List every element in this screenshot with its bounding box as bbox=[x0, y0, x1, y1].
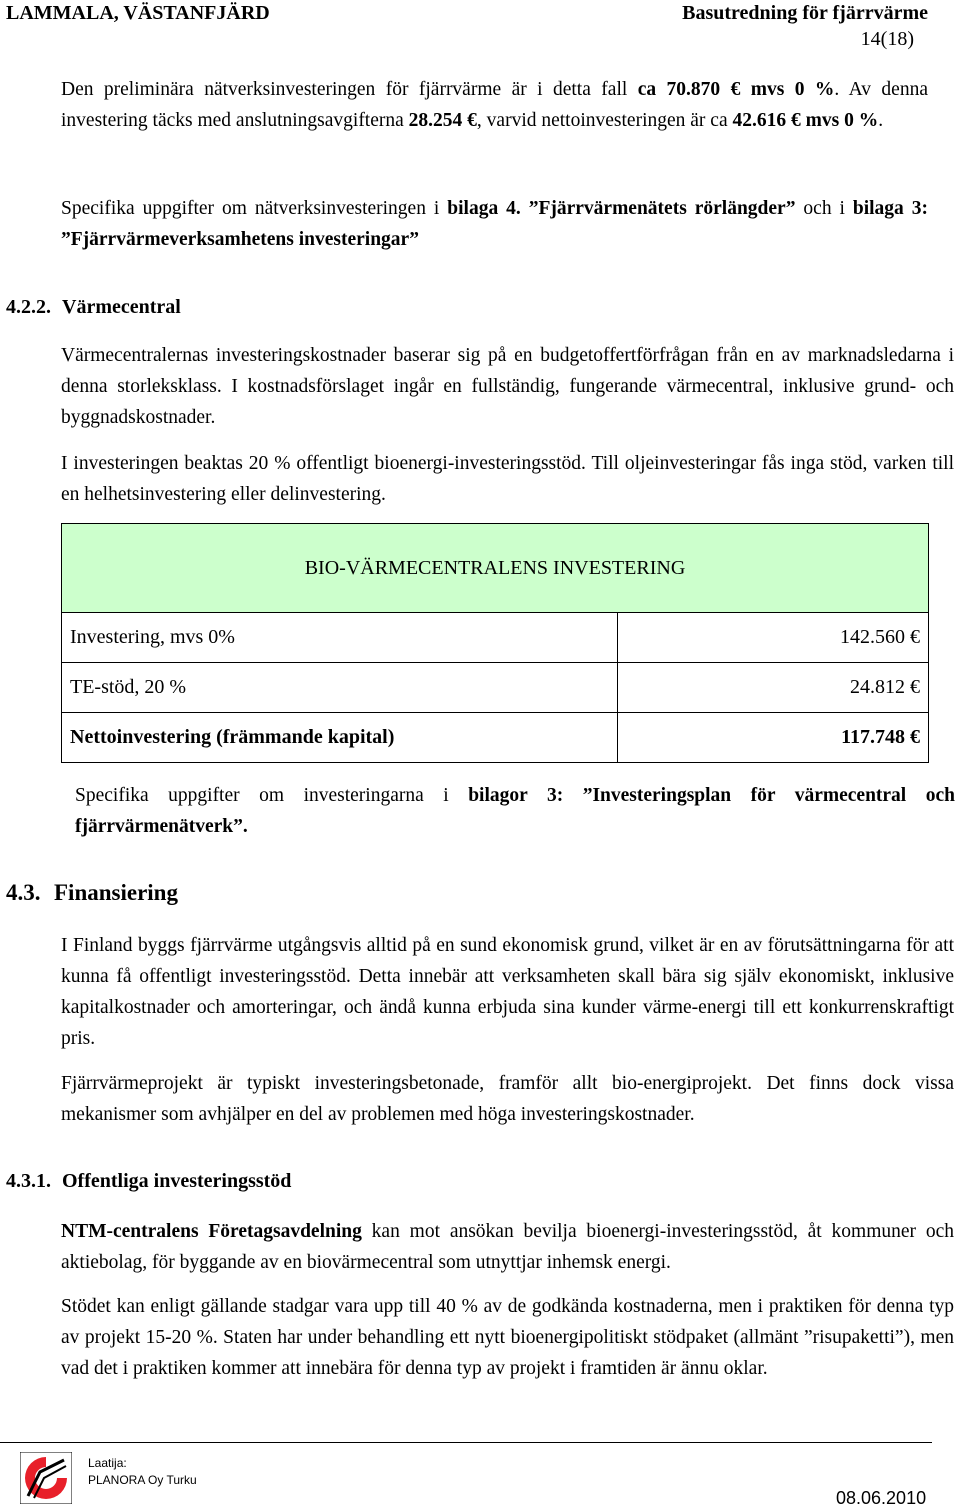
sec431-paragraph-1: NTM-centralens Företagsavdelning kan mot ansökan bevilja bioenergi-investeringsstöd, åt kommuner och aktiebolag, för byggande av en biovärmecentral som utnyttjar inhemsk energi. bbox=[61, 1221, 955, 1273]
page-number: 14(18) bbox=[860, 28, 914, 50]
row-label: Nettoinvestering (främmande kapital) bbox=[62, 713, 618, 763]
intro-paragraph-2: Specifika uppgifter om nätverksinvesteringen i bilaga 4. ”Fjärrvärmenätets rörlängder” och i bilaga 3: ”Fjärrvärmeverksamhetens investeringar” bbox=[61, 198, 928, 250]
sec422-paragraph-2: I investeringen beaktas 20 % offentligt bioenergi-investeringsstöd. Till oljeinvesteringar fås inga stöd, varken till en helhetsinvestering eller delinvestering. bbox=[61, 453, 954, 505]
row-label: Investering, mvs 0% bbox=[62, 613, 618, 663]
header-left: LAMMALA, VÄSTANFJÄRD bbox=[6, 2, 270, 24]
sec422-paragraph-1: Värmecentralernas investeringskostnader baserar sig på en budgetoffertförfrågan från en av marknadsledarna i denna storleksklass. I kostnadsförslaget ingår en fullständig, fungerande värmecentral, inklusive grund- och byggnadskostnader. bbox=[61, 345, 954, 428]
table-row bbox=[62, 613, 929, 663]
investment-table bbox=[61, 523, 929, 763]
row-value: 142.560 € bbox=[618, 613, 929, 663]
sec431-paragraph-2: Stödet kan enligt gällande stadgar vara upp till 40 % av de godkända kostnaderna, men i praktiken för denna typ av projekt 15-20 %. Staten har under behandling ett nytt bioenergipolitiskt stödpaket (allmänt ”risupaketti”), men vad det i praktiken kommer att innebära för denna typ av projekt i framtiden är ännu oklar. bbox=[61, 1296, 954, 1379]
sec43-paragraph-2: Fjärrvärmeprojekt är typiskt investeringsbetonade, framför allt bio-energiprojekt. Det finns dock vissa mekanismer som avhjälper en del av problemen med höga investeringskostnader. bbox=[61, 1073, 954, 1125]
footer-divider bbox=[0, 1442, 932, 1443]
row-value: 117.748 € bbox=[618, 713, 929, 763]
planora-logo-icon bbox=[20, 1452, 72, 1504]
header-right: Basutredning för fjärrvärme bbox=[682, 2, 928, 24]
heading-4-2-2: 4.2.2. Värmecentral bbox=[6, 296, 181, 318]
intro-paragraph-1: Den preliminära nätverksinvesteringen för fjärrvärme är i detta fall ca 70.870 € mvs 0 %. Av denna investering täcks med anslutningsavgifterna 28.254 €, varvid nettoinvesteringen är ca 42.616 € mvs 0 %. bbox=[61, 79, 928, 131]
table-title: BIO-VÄRMECENTRALENS INVESTERING bbox=[62, 524, 929, 613]
heading-4-3-1: 4.3.1. Offentliga investeringsstöd bbox=[6, 1170, 292, 1192]
author-label: Laatija: bbox=[88, 1456, 127, 1470]
table-title-row bbox=[62, 524, 929, 613]
table-row bbox=[62, 663, 929, 713]
heading-4-3: 4.3. Finansiering bbox=[6, 880, 178, 905]
footer-date: 08.06.2010 bbox=[836, 1488, 927, 1508]
table-note: Specifika uppgifter om investeringarna i bilagor 3: ”Investeringsplan för värmecentral och fjärrvärmenätverk”. bbox=[75, 785, 955, 837]
row-value: 24.812 € bbox=[618, 663, 929, 713]
table-row-total bbox=[62, 713, 929, 763]
sec43-paragraph-1: I Finland byggs fjärrvärme utgångsvis alltid på en sund ekonomisk grund, vilket är en av förutsättningarna för att kunna få offentligt investeringsstöd. Detta innebär att verksamheten skall bära sig själv ekonomiskt, inklusive kapitalkostnader och amorteringar, och ändå kunna erbjuda sina kunder värme-energi till ett konkurrenskraftigt pris. bbox=[61, 935, 954, 1049]
row-label: TE-stöd, 20 % bbox=[62, 663, 618, 713]
author-name: PLANORA Oy Turku bbox=[88, 1473, 197, 1487]
